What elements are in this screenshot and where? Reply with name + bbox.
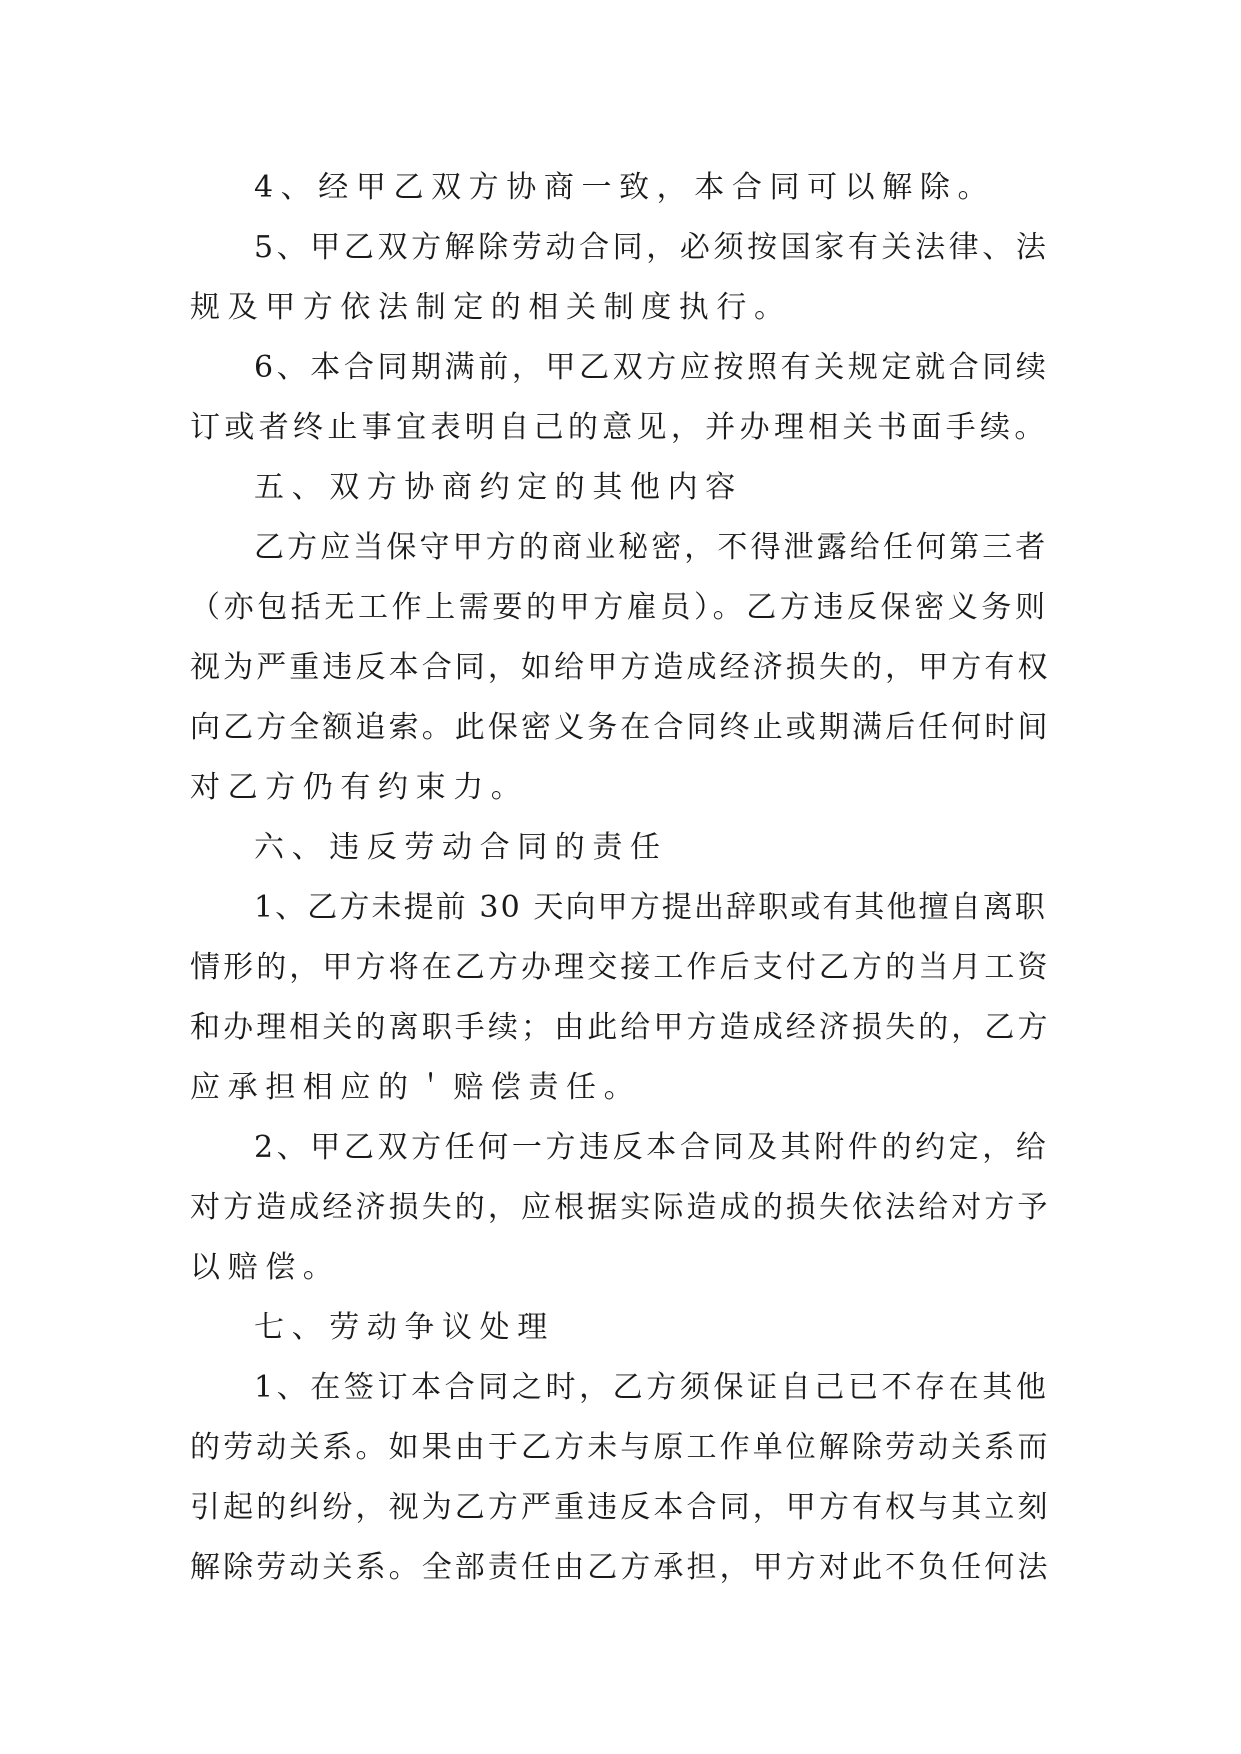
text-line: 6、本合同期满前，甲乙双方应按照有关规定就合同续 <box>254 350 1050 385</box>
paragraph <box>190 338 1052 458</box>
paragraph <box>190 818 1052 878</box>
text-line: 乙方应当保守甲方的商业秘密，不得泄露给任何第三者 <box>254 530 1049 565</box>
text-line: 1、乙方未提前 30 天向甲方提出辞职或有其他擅自离职 <box>254 890 1048 925</box>
paragraph <box>190 878 1052 1118</box>
text-line: 的劳动关系。如果由于乙方未与原工作单位解除劳动关系而 <box>190 1430 1051 1465</box>
paragraph <box>190 158 1052 218</box>
paragraph <box>190 1298 1052 1358</box>
text-line: 七、劳动争议处理 <box>254 1310 555 1345</box>
text-line: 对方造成经济损失的，应根据实际造成的损失依法给对方予 <box>190 1190 1051 1225</box>
text-line: 和办理相关的离职手续；由此给甲方造成经济损失的，乙方 <box>190 1010 1051 1045</box>
text-line: 解除劳动关系。全部责任由乙方承担，甲方对此不负任何法 <box>190 1550 1051 1585</box>
text-line: 引起的纠纷，视为乙方严重违反本合同，甲方有权与其立刻 <box>190 1490 1051 1525</box>
text-line: 以赔偿。 <box>190 1250 341 1285</box>
text-line: 视为严重违反本合同，如给甲方造成经济损失的，甲方有权 <box>190 650 1051 685</box>
paragraph <box>190 1118 1052 1298</box>
text-line: 4、经甲乙双方协商一致，本合同可以解除。 <box>254 170 996 205</box>
text-line: 六、违反劳动合同的责任 <box>254 830 668 865</box>
text-line: 五、双方协商约定的其他内容 <box>254 470 743 505</box>
paragraph <box>190 458 1052 518</box>
text-line: 订或者终止事宜表明自己的意见，并办理相关书面手续。 <box>190 410 1049 445</box>
text-line: 向乙方全额追索。此保密义务在合同终止或期满后任何时间 <box>190 710 1051 745</box>
paragraph <box>190 1358 1052 1598</box>
text-line: 2、甲乙双方任何一方违反本合同及其附件的约定，给 <box>254 1130 1050 1165</box>
text-line: 5、甲乙双方解除劳动合同，必须按国家有关法律、法 <box>254 230 1050 265</box>
paragraph <box>190 218 1052 338</box>
document-body <box>190 158 1052 1598</box>
text-line: 1、在签订本合同之时，乙方须保证自己已不存在其他 <box>254 1370 1050 1405</box>
text-line: 规及甲方依法制定的相关制度执行。 <box>190 290 792 325</box>
text-line: 对乙方仍有约束力。 <box>190 770 529 805</box>
text-line: （亦包括无工作上需要的甲方雇员）。乙方违反保密义务则 <box>190 590 1049 625</box>
text-line: 情形的，甲方将在乙方办理交接工作后支付乙方的当月工资 <box>190 950 1051 985</box>
text-line: 应承担相应的＇赔偿责任。 <box>190 1070 642 1105</box>
paragraph <box>190 518 1052 818</box>
